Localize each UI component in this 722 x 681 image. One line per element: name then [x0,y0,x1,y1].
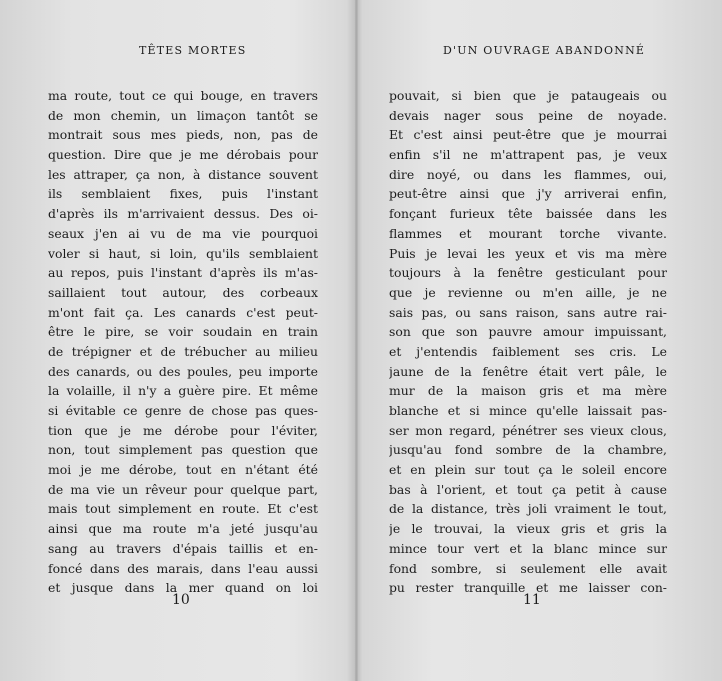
text-line: blanche et si mince qu'elle laissait pas- [389,403,667,418]
text-line: de ma vie un rêveur pour quelque part, [48,481,318,497]
text-line: si évitable ce genre de chose pas ques- [48,403,318,418]
text-line: son que son pauvre amour impuissant, [389,324,667,340]
text-line: flammes et mourant torche vivante. [389,225,667,241]
text-line: pu rester tranquille et me laisser con- [389,580,667,596]
text-line: m'ont fait ça. Les canards c'est peut- [48,304,318,320]
left-running-head: TÊTES MORTES [139,44,247,57]
left-page-number: 10 [172,592,190,608]
text-line: d'après ils m'arrivaient dessus. Des oi- [48,206,318,222]
text-line: la volaille, il n'y a guère pire. Et même [48,383,318,399]
text-line: des canards, ou des poules, peu importe [48,363,318,379]
text-line: fonçant furieux tête baissée dans les [389,206,667,222]
text-line: de mon chemin, un limaçon tantôt se [48,107,318,123]
text-line: ainsi que ma route m'a jeté jusqu'au [48,521,318,537]
text-line: enfin s'il ne m'attrapent pas, je veux [389,147,667,163]
text-line: sais pas, ou sans raison, sans autre rai- [389,304,667,320]
right-page [358,0,722,681]
text-line: être le pire, se voir soudain en train [48,324,318,340]
text-line: ils semblaient fixes, puis l'instant [48,186,318,202]
text-line: mais tout simplement en route. Et c'est [48,501,318,517]
text-line: Puis je levai les yeux et vis ma mère [389,245,667,261]
text-line: foncé dans des marais, dans l'eau aussi [48,560,318,576]
text-line: mince tour vert et la blanc mince sur [389,540,667,556]
text-line: moi je me dérobe, tout en n'étant été [48,462,318,478]
text-line: les attraper, ça non, à distance souvent [48,166,318,182]
text-line: saillaient tout autour, des corbeaux [48,284,318,300]
text-line: bas à l'orient, et tout ça petit à cause [389,481,667,497]
text-line: voler si haut, si loin, qu'ils semblaient [48,245,318,261]
text-line: question. Dire que je me dérobais pour [48,147,318,163]
text-line: et en plein sur tout ça le soleil encore [389,462,667,478]
text-line: de trépigner et de trébucher au milieu [48,343,318,359]
right-running-head: D'UN OUVRAGE ABANDONNÉ [443,44,646,57]
text-line: jusqu'au fond sombre de la chambre, [389,442,667,458]
text-line: non, tout simplement pas question que [48,442,318,458]
left-page [0,0,355,681]
text-line: pouvait, si bien que je pataugeais ou [389,88,667,103]
text-line: mur de la maison gris et ma mère [389,383,667,399]
text-line: je le trouvai, la vieux gris et gris la [389,521,667,537]
text-line: Et c'est ainsi peut-être que je mourrai [389,127,667,143]
text-line: au repos, puis l'instant d'après ils m'as- [48,265,318,281]
text-line: devais nager sous peine de noyade. [389,107,667,123]
left-page-text [48,86,318,598]
text-line: montrait sous mes pieds, non, pas de [48,127,318,143]
text-line: et j'entendis faiblement ses cris. Le [389,343,667,359]
text-line: de la distance, très joli vraiment le tout, [389,501,667,517]
text-line: jaune de la fenêtre était vert pâle, le [389,363,667,379]
text-line: peut-être ainsi que j'y arriverai enfin, [389,186,667,202]
text-line: dire noyé, ou dans les flammes, oui, [389,166,667,182]
text-line: ma route, tout ce qui bouge, en travers [48,88,318,103]
text-line: et jusque dans la mer quand on loi [48,580,318,596]
right-page-number: 11 [523,592,541,608]
text-line: tion que je me dérobe pour l'éviter, [48,422,318,438]
text-line: ser mon regard, pénétrer ses vieux clous, [389,422,667,438]
text-line: toujours à la fenêtre gesticulant pour [389,265,667,281]
text-line: seaux j'en ai vu de ma vie pourquoi [48,225,318,241]
text-line: sang au travers d'épais taillis et en- [48,540,318,556]
text-line: que je revienne ou m'en aille, je ne [389,284,667,300]
text-line: fond sombre, si seulement elle avait [389,560,667,576]
right-page-text [389,86,667,598]
